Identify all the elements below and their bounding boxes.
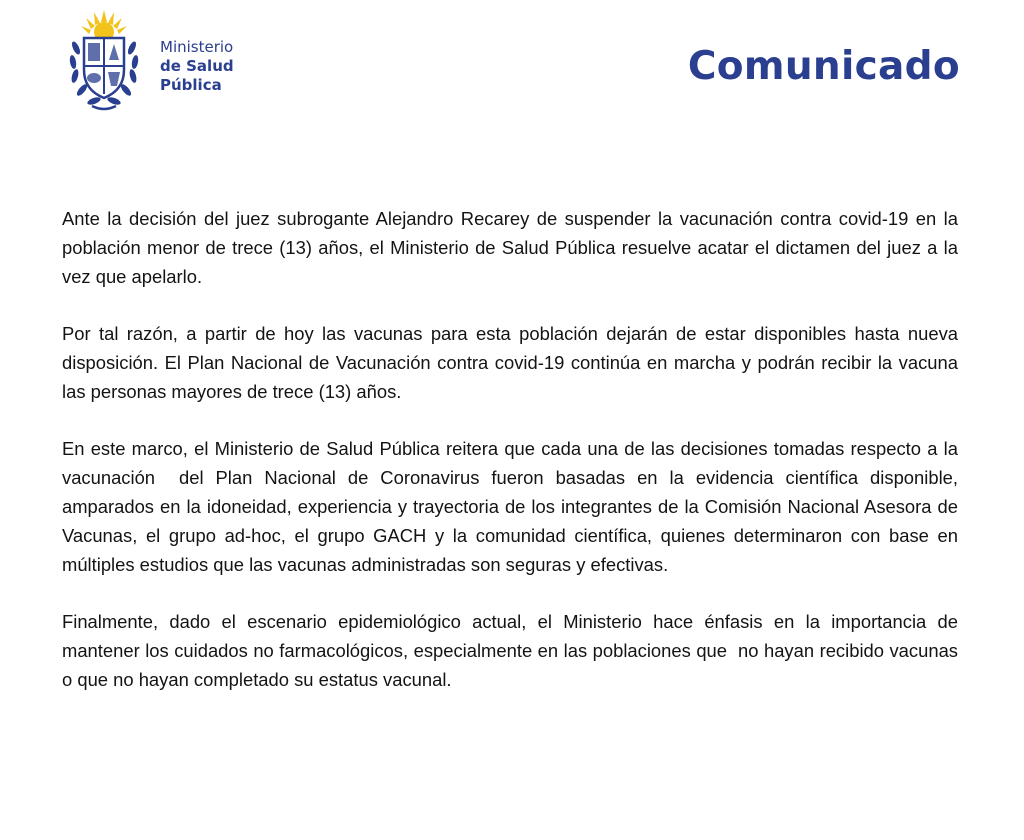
communique-body bbox=[62, 204, 964, 722]
paragraph-1: Ante la decisión del juez subrogante Alejandro Recarey de suspender la vacunación contra covid-19 en la población menor de trece (13) años, el Ministerio de Salud Pública resuelve acatar el dictamen del juez a la vez que apelarlo. bbox=[62, 208, 964, 287]
ministry-name bbox=[160, 38, 234, 95]
ministry-name-line2: de Salud bbox=[160, 57, 234, 75]
ministry-logo bbox=[62, 8, 312, 113]
ministry-name-line1: Ministerio bbox=[160, 38, 234, 56]
ministry-name-line3: Pública bbox=[160, 76, 222, 94]
uruguay-coat-of-arms-icon bbox=[62, 8, 152, 113]
paragraph-3: En este marco, el Ministerio de Salud Pública reitera que cada una de las decisiones tomadas respecto a la vacunación del Plan Nacional de Coronavirus fueron basadas en la evidencia científica disponible, amparados en la idoneidad, experiencia y trayectoria de los integrantes de la Comisión Nacional Asesora de Vacunas, el grupo ad-hoc, el grupo GACH y la comunidad científica, quienes determinaron con base en múltiples estudios que las vacunas administradas son seguras y efectivas. bbox=[62, 438, 964, 575]
page-title: Comunicado bbox=[687, 44, 960, 89]
paragraph-4: Finalmente, dado el escenario epidemiológico actual, el Ministerio hace énfasis en la importancia de mantener los cuidados no farmacológicos, especialmente en las poblaciones que no hayan recibido vacunas o que no hayan completado su estatus vacunal. bbox=[62, 611, 964, 690]
document-header bbox=[0, 0, 1024, 120]
paragraph-2: Por tal razón, a partir de hoy las vacunas para esta población dejarán de estar disponibles hasta nueva disposición. El Plan Nacional de Vacunación contra covid-19 continúa en marcha y podrán recibir la vacuna las personas mayores de trece (13) años. bbox=[62, 323, 964, 402]
